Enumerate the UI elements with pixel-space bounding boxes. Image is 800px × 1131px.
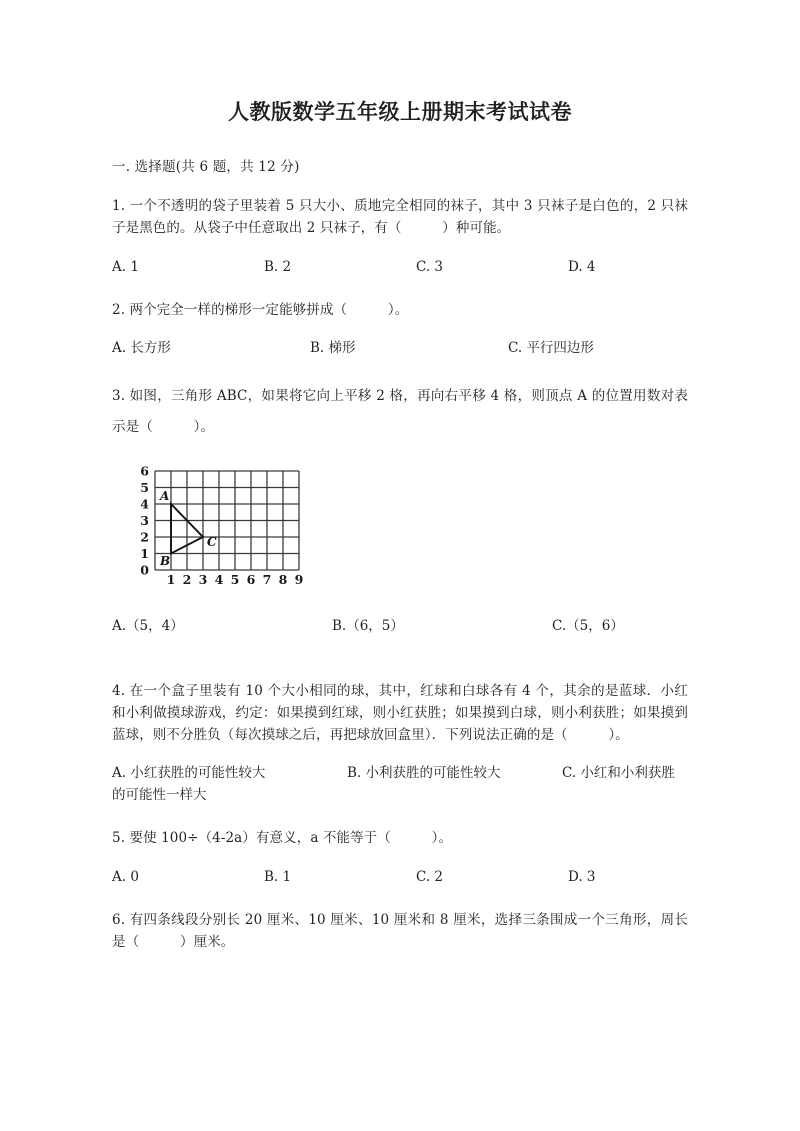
svg-text:1: 1	[166, 572, 176, 587]
svg-text:2: 2	[140, 529, 149, 545]
svg-text:6: 6	[140, 463, 149, 479]
option-5-b[interactable]: B. 1	[264, 869, 292, 886]
grid-lines	[155, 471, 299, 570]
question-3-figure-wrap	[122, 460, 688, 590]
svg-text:0: 0	[140, 562, 149, 578]
option-2-a[interactable]: A. 长方形	[112, 340, 171, 357]
svg-text:6: 6	[246, 572, 256, 587]
coordinate-grid-svg	[122, 460, 312, 586]
question-4-text: 4. 在一个盒子里装有 10 个大小相同的球，其中，红球和白球各有 4 个，其余的是蓝球．小红和小利做摸球游戏，约定：如果摸到红球，则小红获胜；如果摸到白球，则小利获胜；如果摸到蓝球，则不分胜负（每次摸球之后，再把球放回盒里）．下列说法正确的是（ ）。	[112, 682, 688, 743]
option-4-c[interactable]: C. 小红和小利获胜的可能性一样大	[112, 765, 675, 804]
option-5-d[interactable]: D. 3	[568, 869, 596, 886]
option-4-a[interactable]: A. 小红获胜的可能性较大	[112, 765, 266, 782]
question-4-options	[112, 763, 688, 807]
svg-text:2: 2	[182, 572, 192, 587]
option-3-a[interactable]: A.（5，4）	[112, 618, 184, 635]
y-axis-ticks	[140, 464, 149, 578]
svg-text:4: 4	[140, 496, 149, 512]
svg-text:7: 7	[262, 572, 272, 587]
question-1-options	[112, 257, 688, 279]
vertex-label-b: B	[160, 554, 171, 569]
option-3-c[interactable]: C.（5，6）	[552, 618, 624, 635]
option-3-b[interactable]: B.（6，5）	[332, 618, 404, 635]
svg-text:4: 4	[214, 572, 224, 587]
svg-text:5: 5	[140, 480, 149, 496]
option-1-a[interactable]: A. 1	[112, 258, 139, 275]
question-3-options	[112, 616, 688, 638]
option-1-b[interactable]: B. 2	[264, 258, 292, 275]
svg-text:3: 3	[140, 513, 149, 529]
svg-text:5: 5	[230, 572, 240, 587]
x-axis-ticks	[167, 572, 304, 586]
page-title: 人教版数学五年级上册期末考试试卷	[228, 99, 572, 124]
question-6-text: 6. 有四条线段分别长 20 厘米、10 厘米、10 厘米和 8 厘米，选择三条围成一个三角形，周长是（ ）厘米。	[112, 911, 688, 950]
vertex-label-c: C	[207, 535, 217, 550]
vertex-label-a: A	[160, 489, 170, 504]
option-5-a[interactable]: A. 0	[112, 869, 139, 886]
section-header: 一. 选择题(共 6 题，共 12 分)	[112, 159, 300, 175]
svg-text:9: 9	[294, 572, 304, 587]
question-5-text: 5. 要使 100÷（4-2a）有意义，a 不能等于（ ）。	[112, 830, 453, 847]
svg-text:1: 1	[140, 546, 149, 562]
option-2-b[interactable]: B. 梯形	[310, 340, 356, 357]
triangle-abc-coordinate-grid	[122, 460, 312, 586]
question-2-text: 2. 两个完全一样的梯形一定能够拼成（ ）。	[112, 301, 409, 318]
svg-text:8: 8	[278, 572, 288, 587]
option-4-b[interactable]: B. 小利获胜的可能性较大	[347, 765, 501, 782]
option-2-c[interactable]: C. 平行四边形	[508, 340, 594, 357]
question-2-options	[112, 338, 688, 360]
option-5-c[interactable]: C. 2	[416, 869, 444, 886]
option-1-c[interactable]: C. 3	[416, 258, 444, 275]
question-1-text: 1. 一个不透明的袋子里装着 5 只大小、质地完全相同的袜子，其中 3 只袜子是白色的，2 只袜子是黑色的。从袋子中任意取出 2 只袜子，有（ ）种可能。	[112, 198, 688, 236]
svg-text:3: 3	[198, 572, 208, 587]
question-5-options	[112, 867, 688, 889]
option-1-d[interactable]: D. 4	[568, 258, 596, 275]
question-3-text: 3. 如图，三角形 ABC，如果将它向上平移 2 格，再向右平移 4 格，则顶点 A 的位置用数对表示是（ ）。	[112, 388, 688, 435]
